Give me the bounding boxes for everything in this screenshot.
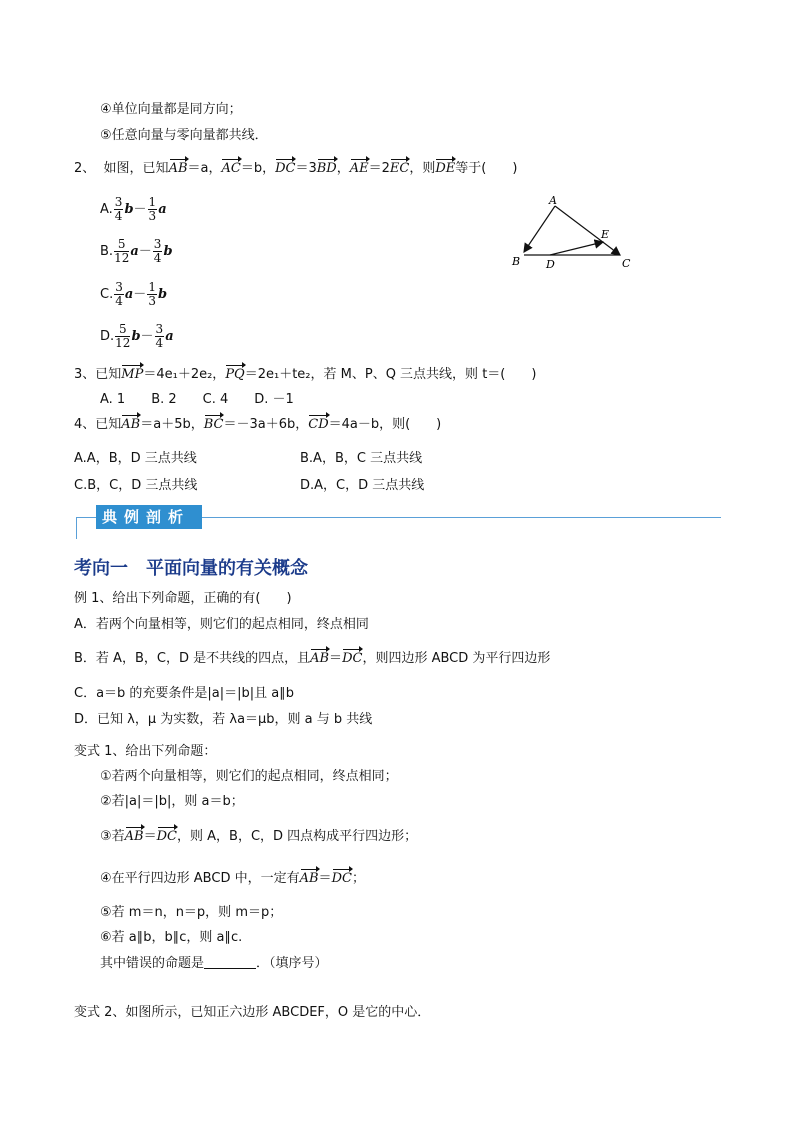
question-2: 2、 如图，已知AB＝a，AC＝b，DC＝3BD，AE＝2EC，则DE等于( ) (74, 161, 518, 176)
variant-1-item-4: ④在平行四边形 ABCD 中，一定有AB＝DC； (100, 871, 365, 886)
example-1-stem: 例 1、给出下列命题，正确的有( ) (74, 591, 292, 606)
label-e: E (601, 228, 610, 241)
label-d: D (546, 258, 555, 271)
example-1-option-d: D．已知 λ，μ 为实数，若 λa＝μb，则 a 与 b 共线 (74, 712, 373, 727)
label-b: B (512, 255, 521, 268)
q2-option-c[interactable]: C. $\frac{3}{4}$ a－ $\frac{1}{3}$ b (100, 280, 168, 308)
item-4: ④单位向量都是同方向； (100, 102, 242, 117)
edge-ac (555, 206, 620, 255)
q2-option-d[interactable]: D. $\frac{5}{12}$ b－ $\frac{3}{4}$ a (100, 322, 174, 350)
example-1-option-a: A．若两个向量相等，则它们的起点相同，终点相同 (74, 617, 369, 632)
example-1-option-c: C．a＝b 的充要条件是|a|＝|b|且 a∥b (74, 686, 295, 701)
question-3: 3、已知MP＝4e₁＋2e₂，PQ＝2e₁＋te₂，若 M、P、Q 三点共线，则 t＝( ) (74, 367, 537, 382)
variant-1-item-2: ②若|a|＝|b|，则 a＝b； (100, 794, 244, 809)
example-1-option-b: B．若 A，B，C，D 是不共线的四点，且AB＝DC，则四边形 ABCD 为平行四边形 (74, 651, 551, 666)
q2-option-a[interactable]: A. $\frac{3}{4}$ b－ $\frac{1}{3}$ a (100, 195, 167, 223)
variant-1-item-5: ⑤若 m＝n，n＝p，则 m＝p； (100, 905, 283, 920)
section-title: 考向一 平面向量的有关概念 (74, 558, 308, 579)
q2-option-b[interactable]: B. $\frac{5}{12}$ a－ $\frac{3}{4}$ b (100, 237, 173, 265)
answer-blank[interactable] (204, 968, 256, 969)
variant-1-item-3: ③若AB＝DC，则 A，B，C，D 四点构成平行四边形； (100, 829, 418, 844)
variant-1-item-6: ⑥若 a∥b，b∥c，则 a∥c. (100, 930, 243, 945)
edge-de (550, 242, 603, 255)
q4-option-c[interactable]: C.B，C，D 三点共线 (74, 478, 198, 493)
item-5: ⑤任意向量与零向量都共线． (100, 128, 268, 143)
variant-1-fill: 其中错误的命题是 ．（填序号） (100, 956, 328, 971)
label-c: C (622, 257, 631, 270)
q4-option-d[interactable]: D.A，C，D 三点共线 (300, 478, 425, 493)
label-a: A (549, 194, 557, 207)
triangle-figure (500, 188, 640, 274)
variant-1-stem: 变式 1、给出下列命题： (74, 744, 217, 759)
q4-option-a[interactable]: A.A，B，D 三点共线 (74, 451, 197, 466)
variant-1-item-1: ①若两个向量相等，则它们的起点相同，终点相同； (100, 769, 398, 784)
question-4: 4、已知AB＝a＋5b，BC＝－3a＋6b，CD＝4a－b，则( ) (74, 417, 442, 432)
section-divider-tick (76, 517, 77, 539)
q4-option-b[interactable]: B.A，B，C 三点共线 (300, 451, 423, 466)
q3-options: A. 1 B. 2 C. 4 D. －1 (100, 392, 294, 407)
variant-2-stem: 变式 2、如图所示，已知正六边形 ABCDEF，O 是它的中心． (74, 1005, 431, 1020)
section-badge: 典例剖析 (96, 505, 202, 529)
edge-ab (524, 206, 555, 252)
